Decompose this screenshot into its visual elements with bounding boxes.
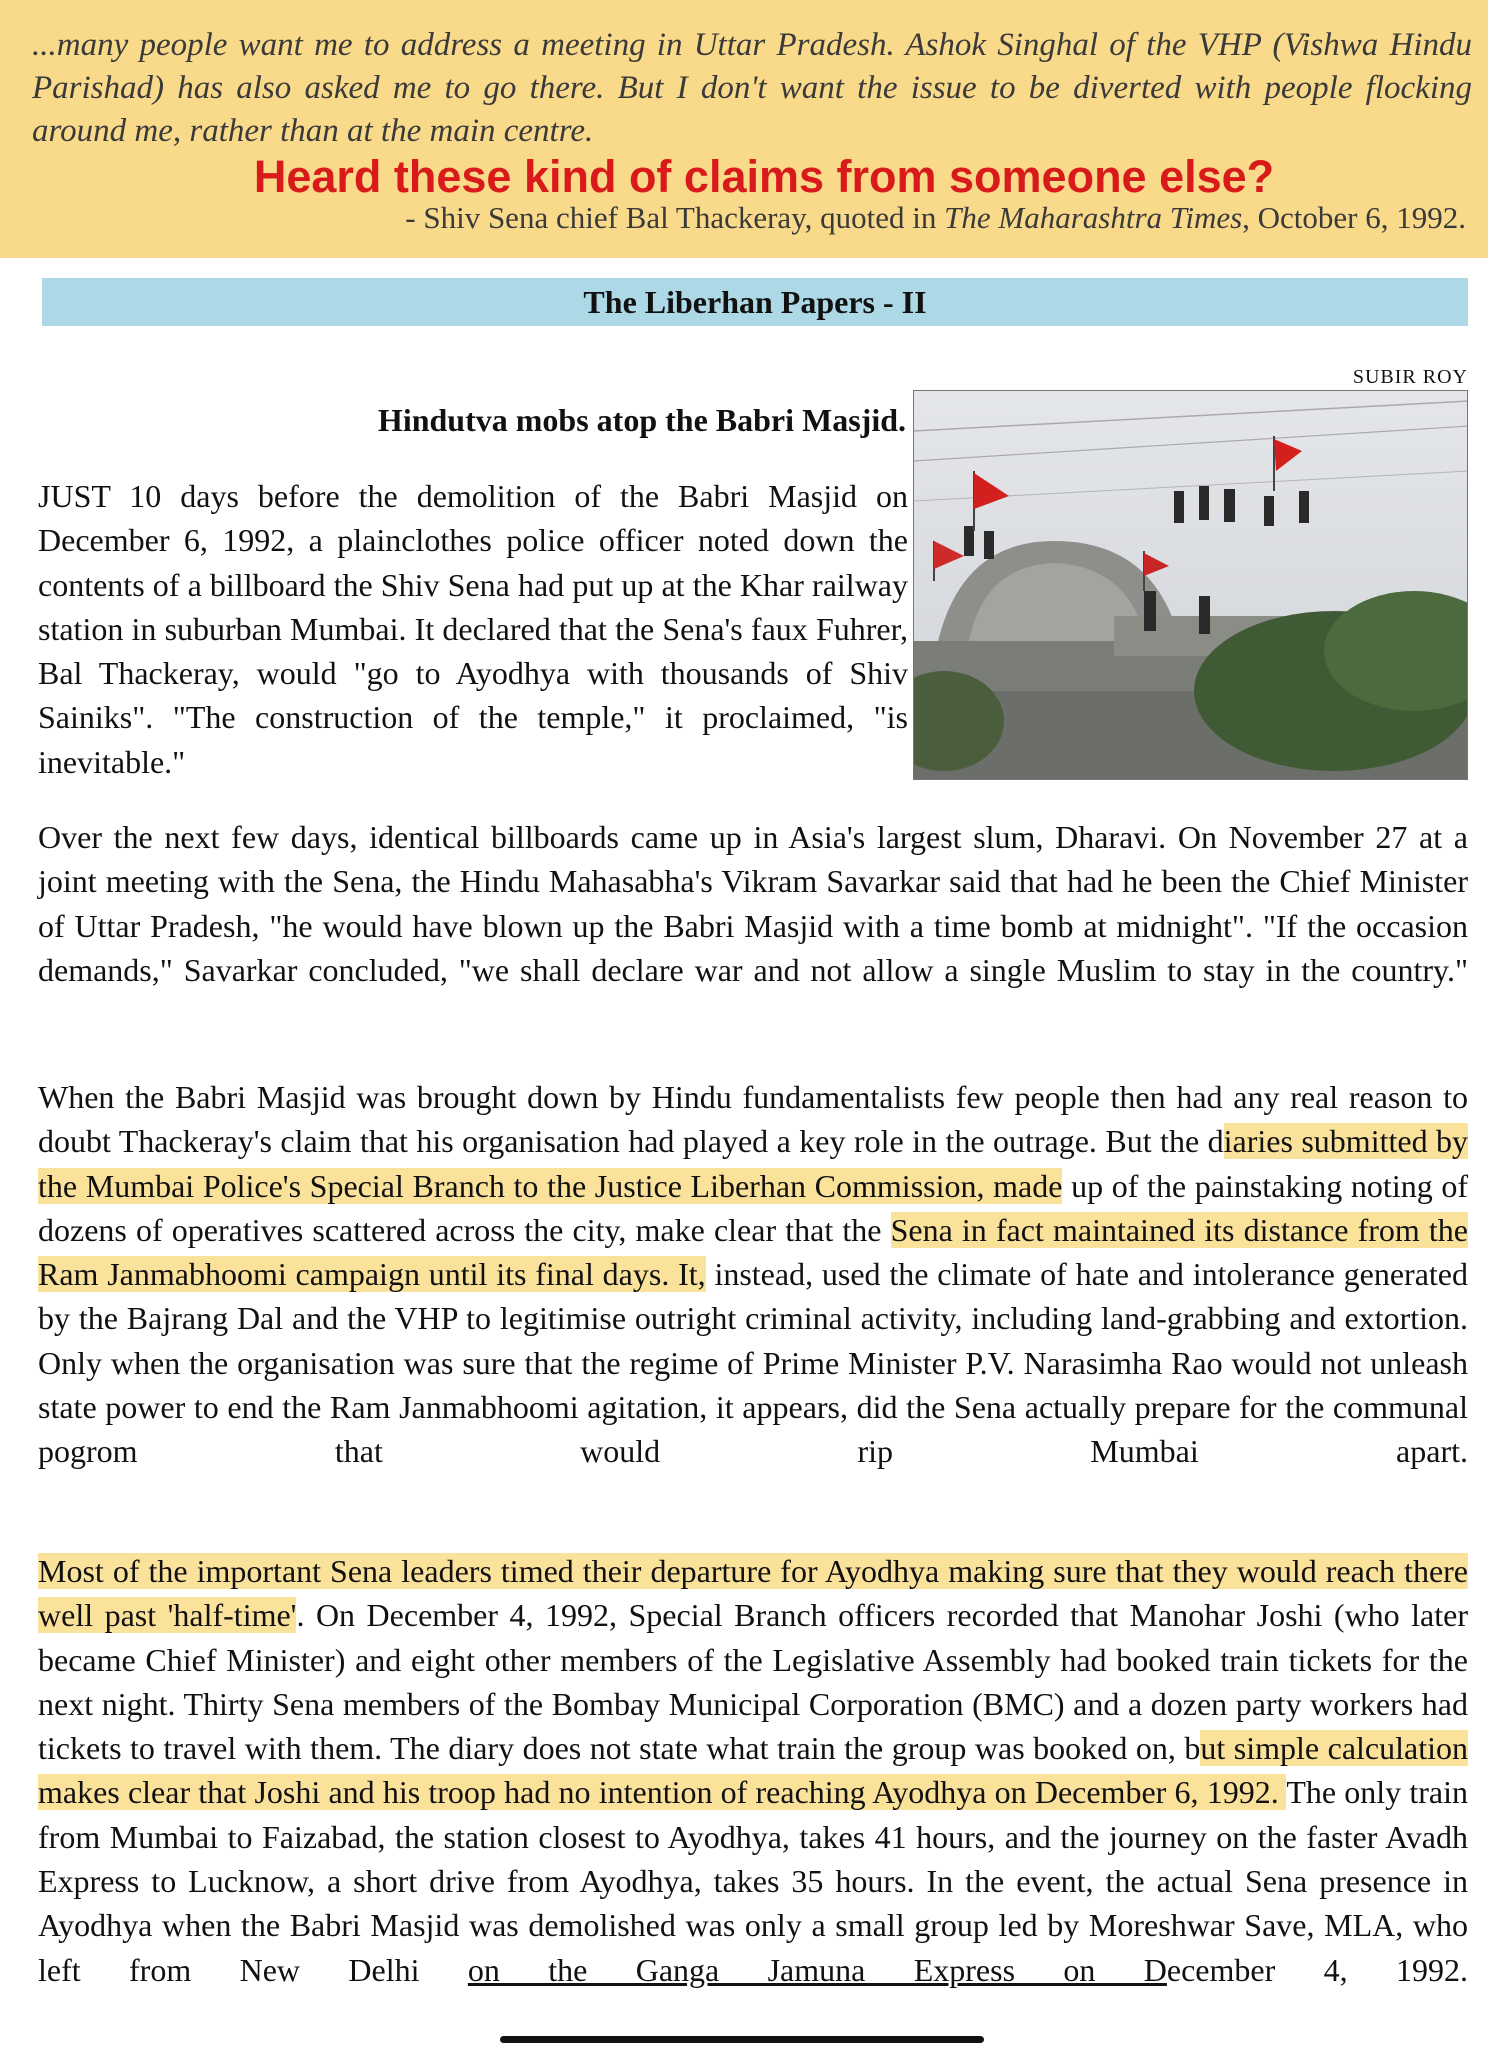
quote-attribution [405,198,1466,238]
p4-highlight-1: Most of the important Sena leaders timed their departure for Ayodhya making sure that they would reach there well past 'half-time' [38,1553,1468,1634]
p3-text-a: When the Babri Masjid was brought down by Hindu fundamentalists few people then had any real reason to doubt Thackeray's claim that his organisation had played a key role in the outrage. But the d [38,1079,1468,1160]
quote-claim-headline: Heard these kind of claims from someone else? [253,151,1275,202]
photo-illustration [914,391,1468,780]
paragraph-4 [38,1549,1468,2036]
p4-text-a: . On December 4, 1992, Special Branch officers recorded that Manohar Joshi (who later became Chief Minister) and eight other members of the Legislative Assembly had booked train tickets for the next night. Thirty Sena members of the Bombay Municipal Corporation (BMC) and a dozen party workers had tickets to travel with them. The diary does not state what train the group was booked on, b [38,1597,1469,1767]
photo-caption: Hindutva mobs atop the Babri Masjid. [377,402,906,438]
p4-text-b: The only train from Mumbai to Faizabad, the station closest to Ayodhya, takes 41 hours, and the journey on the faster Avadh Express to Lucknow, a short drive from Ayodhya, takes 35 hours. In the event, the actual Sena presence in Ayodhya when the Babri Masjid was demolished was only a small group led by Moreshwar Save, MLA, who left from New Delhi [38,1774,1469,1988]
paragraph-2: Over the next few days, identical billboards came up in Asia's largest slum, Dharavi. On November 27 at a joint meeting with the Sena, the Hindu Mahasabha's Vikram Savarkar said that had he been the Chief Minister of Uttar Pradesh, "he would have blown up the Babri Masjid with a time bomb at midnight". "If the occasion demands," Savarkar concluded, "we shall declare war and not allow a single Muslim to stay in the country." [38,819,1468,988]
paragraph-3 [38,1075,1468,1518]
section-title: The Liberhan Papers - II [42,278,1468,326]
quote-box [0,0,1488,258]
attribution-source: The Maharashtra Times [944,200,1243,235]
quote-text: ...many people want me to address a meeting in Uttar Pradesh. Ashok Singhal of the VHP (Vishwa Hindu Parishad) has also asked me to go there. But I don't want the issue to be diverted with people flocking around me, rather than at the main centre. [32,27,1472,149]
p3-highlight-1: iaries submitted by the Mumbai Police's Special Branch to the Justice Liberhan Commission, made [38,1123,1469,1204]
home-indicator-bar[interactable] [500,2036,984,2043]
photo-credit: SUBIR ROY [1352,366,1468,388]
p4-highlight-2: ut simple calculation makes clear that Joshi and his troop had no intention of reaching Ayodhya on December 6, 1992. [38,1730,1469,1811]
babri-masjid-photo [913,390,1468,780]
p3-highlight-2: Sena in fact maintained its distance from the Ram Janmabhoomi campaign until its final days. It, [38,1211,1469,1293]
attribution-prefix: - Shiv Sena chief Bal Thackeray, quoted in [405,200,945,235]
attribution-date: , October 6, 1992. [1242,200,1466,235]
p3-text-b: up of the painstaking noting of dozens of operatives scattered across the city, make clear that the [38,1167,1469,1248]
p4-text-c: ecember 4, 1992. [1166,1951,1468,1988]
paragraph-1: JUST 10 days before the demolition of the Babri Masjid on December 6, 1992, a plainclothes police officer noted down the contents of a billboard the Shiv Sena had put up at the Khar railway station in suburban Mumbai. It declared that the Sena's faux Fuhrer, Bal Thackeray, would "go to Ayodhya with thousands of Shiv Sainiks". "The construction of the temple," it proclaimed, "is inevitable." [38,478,908,780]
p4-underlined: on the Ganga Jamuna Express on D [467,1951,1167,1988]
p3-text-c: instead, used the climate of hate and intolerance generated by the Bajrang Dal and the VHP to legitimise outright criminal activity, including land-grabbing and extortion. Only when the organisation was sure that the regime of Prime Minister P.V. Narasimha Rao would not unleash state power to end the Ram Janmabhoomi agitation, it appears, did the Sena actually prepare for the communal pogrom that would rip Mumbai apart. [38,1256,1469,1470]
